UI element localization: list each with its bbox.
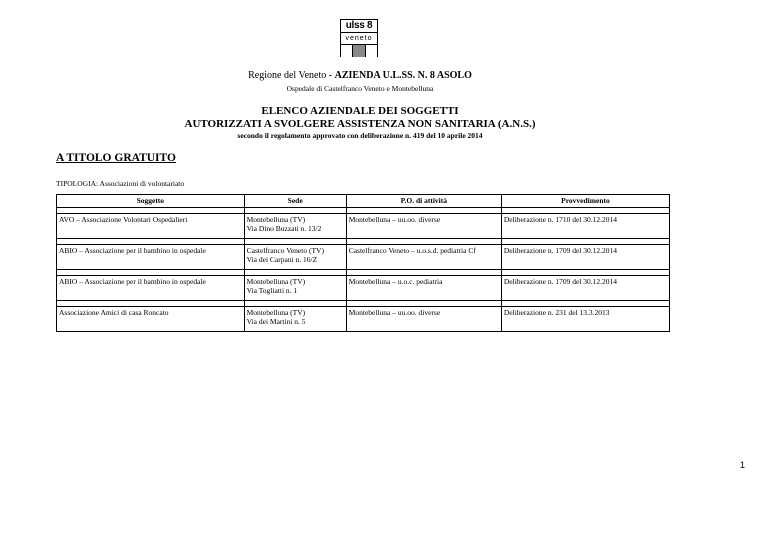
header-po: P.O. di attività: [346, 195, 501, 208]
cell-sede: Montebelluna (TV) Via Dino Buzzati n. 13/2: [244, 214, 346, 239]
logo-icons: [341, 45, 377, 57]
doc-title-line1: ELENCO AZIENDALE DEI SOGGETTI: [261, 105, 459, 117]
region-line: [0, 70, 720, 81]
doc-title-line2: AUTORIZZATI A SVOLGERE ASSISTENZA NON SANITARIA (A.N.S.): [184, 118, 536, 130]
soggetti-table: [56, 194, 670, 332]
cell-sede: Montebelluna (TV) Via Togliatti n. 1: [244, 276, 346, 301]
table-row: [57, 307, 670, 332]
cell-po: Montebelluna – u.o.c. pediatria: [346, 276, 501, 301]
cell-soggetto: ABIO – Associazione per il bambino in ospedale: [57, 245, 245, 270]
cell-provvedimento: Deliberazione n. 1710 del 30.12.2014: [501, 214, 669, 239]
header-provvedimento: Provvedimento: [501, 195, 669, 208]
header-soggetto: Soggetto: [57, 195, 245, 208]
cell-provvedimento: Deliberazione n. 1709 del 30.12.2014: [501, 245, 669, 270]
cell-soggetto: ABIO – Associazione per il bambino in ospedale: [57, 276, 245, 301]
table-row: [57, 214, 670, 239]
cell-po: Montebelluna – uu.oo. diverse: [346, 307, 501, 332]
azienda-name: AZIENDA U.L.SS. N. 8 ASOLO: [334, 70, 472, 81]
ulss-logo: [340, 19, 378, 57]
table-row: [57, 245, 670, 270]
cell-provvedimento: Deliberazione n. 231 del 13.3.2013: [501, 307, 669, 332]
tipologia-label: TIPOLOGIA: Associazioni di volontariato: [56, 179, 185, 188]
cell-po: Montebelluna – uu.oo. diverse: [346, 214, 501, 239]
cell-provvedimento: Deliberazione n. 1709 del 30.12.2014: [501, 276, 669, 301]
cell-soggetto: AVO – Associazione Volontari Ospedalieri: [57, 214, 245, 239]
cell-soggetto: Associazione Amici di casa Roncato: [57, 307, 245, 332]
table-row: [57, 276, 670, 301]
hospital-line: Ospedale di Castelfranco Veneto e Montebelluna: [286, 84, 434, 93]
logo-text-middle: veneto: [341, 33, 377, 45]
cell-po: Castelfranco Veneto – u.o.s.d. pediatria Cf: [346, 245, 501, 270]
table-header-row: [57, 195, 670, 208]
region-prefix: Regione del Veneto -: [248, 70, 335, 81]
section-title: A TITOLO GRATUITO: [56, 152, 176, 164]
cell-sede: Montebelluna (TV) Via dei Martini n. 5: [244, 307, 346, 332]
page-number: 1: [740, 460, 746, 470]
doc-subtitle: secondo il regolamento approvato con deliberazione n. 419 del 10 aprile 2014: [237, 131, 483, 140]
header-sede: Sede: [244, 195, 346, 208]
logo-text-top: ulss 8: [341, 20, 377, 33]
cell-sede: Castelfranco Veneto (TV) Via dei Carpani n. 16/Z: [244, 245, 346, 270]
